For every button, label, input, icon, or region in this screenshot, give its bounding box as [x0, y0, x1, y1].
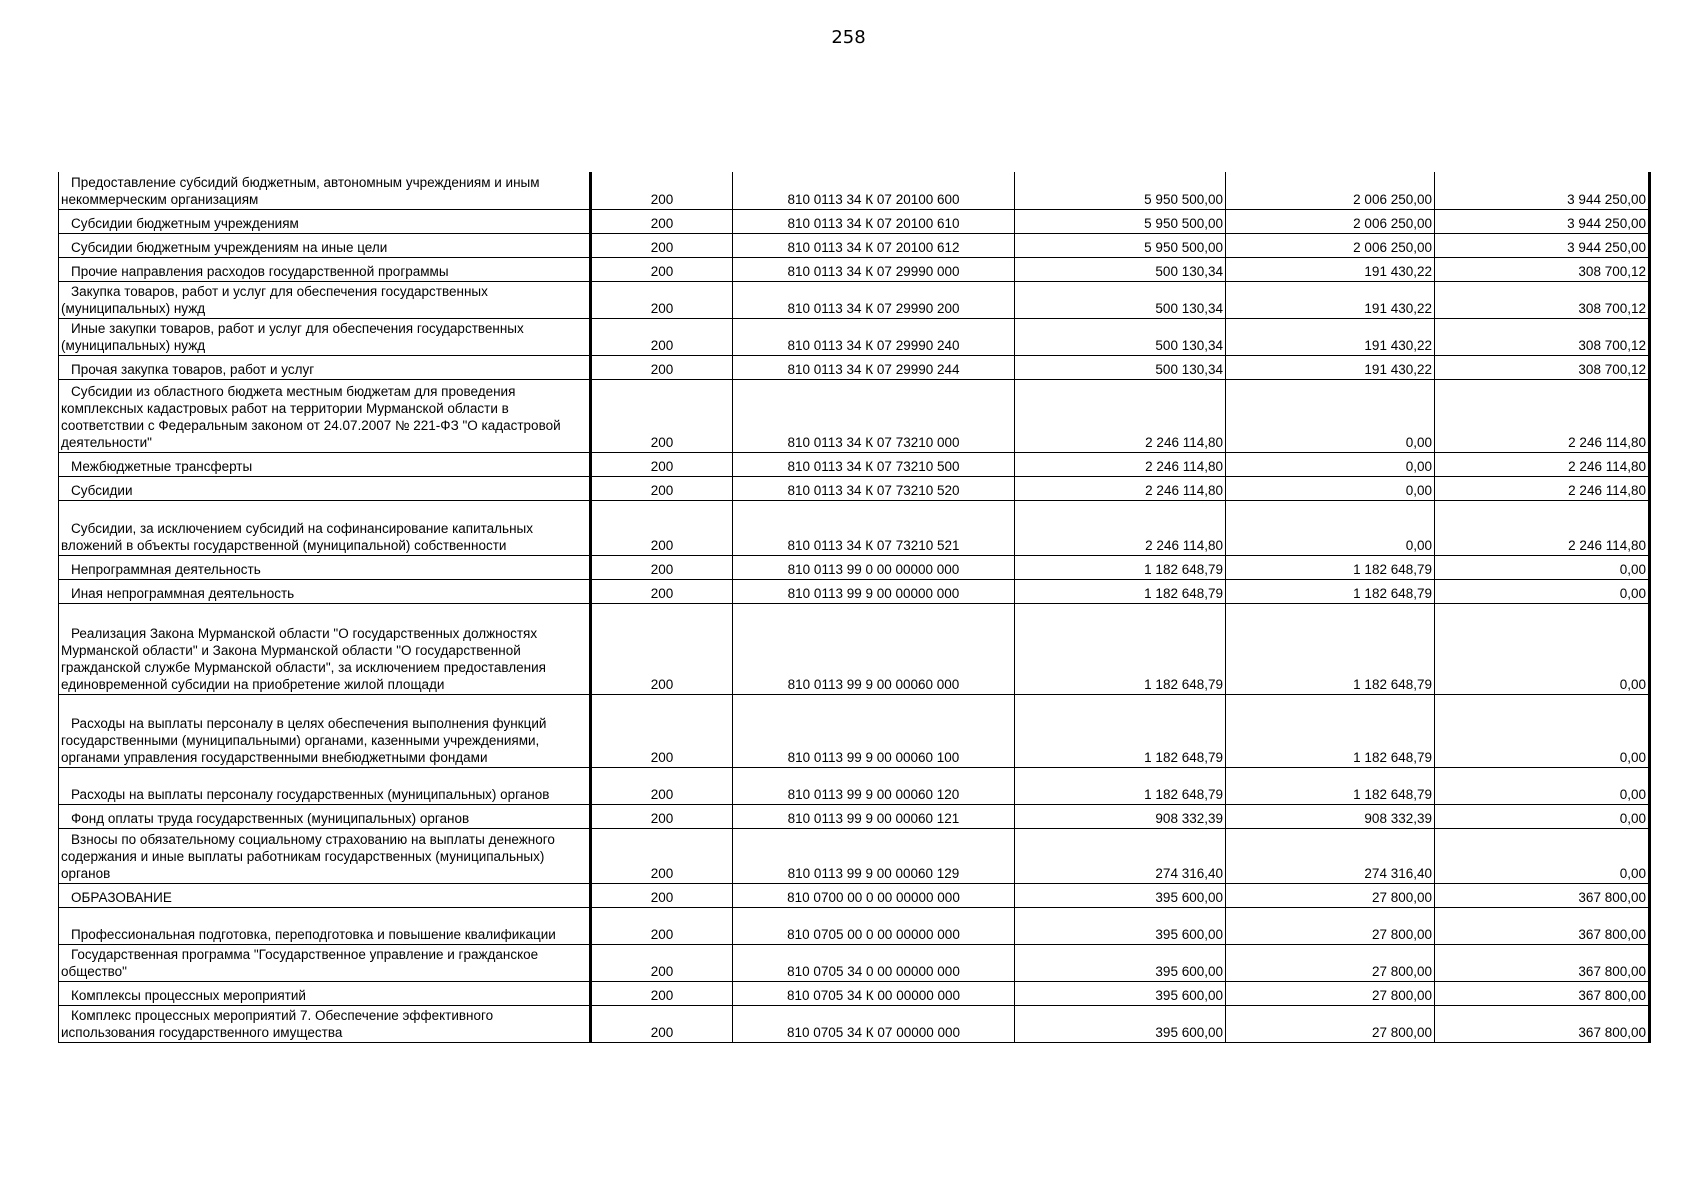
approved-amount-cell: 1 182 648,79	[1015, 767, 1226, 804]
executed-amount-cell: 274 316,40	[1226, 828, 1435, 883]
executed-amount-cell: 27 800,00	[1226, 1005, 1435, 1042]
approved-amount-cell: 2 246 114,80	[1015, 476, 1226, 500]
expense-name-text: ОБРАЗОВАНИЕ	[71, 889, 172, 905]
executed-amount-cell: 908 332,39	[1226, 804, 1435, 828]
executed-amount-cell: 27 800,00	[1226, 907, 1435, 944]
budget-classification-code-cell: 810 0113 99 9 00 00060 000	[733, 603, 1015, 694]
line-code-cell: 200	[591, 828, 733, 883]
unexecuted-amount-cell: 367 800,00	[1435, 981, 1650, 1005]
expense-name-text: Комплексы процессных мероприятий	[71, 987, 306, 1003]
expense-name-text: Субсидии бюджетным учреждениям на иные цели	[71, 239, 388, 255]
budget-classification-code-cell: 810 0113 34 К 07 73210 500	[733, 452, 1015, 476]
expense-name-cell	[59, 907, 591, 944]
approved-amount-cell: 1 182 648,79	[1015, 555, 1226, 579]
budget-classification-code-cell: 810 0700 00 0 00 00000 000	[733, 883, 1015, 907]
unexecuted-amount-cell: 2 246 114,80	[1435, 452, 1650, 476]
budget-classification-code-cell: 810 0705 00 0 00 00000 000	[733, 907, 1015, 944]
executed-amount-cell: 1 182 648,79	[1226, 555, 1435, 579]
budget-classification-code-cell: 810 0113 99 9 00 00060 120	[733, 767, 1015, 804]
approved-amount-cell: 395 600,00	[1015, 944, 1226, 981]
expense-name-text: Субсидии бюджетным учреждениям	[71, 215, 299, 231]
executed-amount-cell: 2 006 250,00	[1226, 233, 1435, 257]
unexecuted-amount-cell: 0,00	[1435, 804, 1650, 828]
unexecuted-amount-cell: 0,00	[1435, 555, 1650, 579]
unexecuted-amount-cell: 308 700,12	[1435, 281, 1650, 318]
table-row	[59, 907, 1650, 944]
line-code-cell: 200	[591, 257, 733, 281]
table-row	[59, 318, 1650, 355]
unexecuted-amount-cell: 3 944 250,00	[1435, 209, 1650, 233]
expense-name-cell	[59, 767, 591, 804]
expense-name-text: Субсидии	[71, 482, 133, 498]
budget-classification-code-cell: 810 0113 99 0 00 00000 000	[733, 555, 1015, 579]
executed-amount-cell: 27 800,00	[1226, 883, 1435, 907]
budget-classification-code-cell: 810 0113 99 9 00 00060 121	[733, 804, 1015, 828]
expense-name-cell	[59, 828, 591, 883]
line-code-cell: 200	[591, 907, 733, 944]
table-row	[59, 694, 1650, 767]
budget-classification-code-cell: 810 0113 34 К 07 29990 240	[733, 318, 1015, 355]
expense-name-cell	[59, 209, 591, 233]
unexecuted-amount-cell: 0,00	[1435, 828, 1650, 883]
approved-amount-cell: 395 600,00	[1015, 1005, 1226, 1042]
unexecuted-amount-cell: 0,00	[1435, 579, 1650, 603]
expense-name-cell	[59, 500, 591, 555]
line-code-cell: 200	[591, 318, 733, 355]
unexecuted-amount-cell: 308 700,12	[1435, 257, 1650, 281]
line-code-cell: 200	[591, 209, 733, 233]
table-row	[59, 209, 1650, 233]
expense-name-cell	[59, 233, 591, 257]
expense-name-text: Реализация Закона Мурманской области "О государственных должностях Мурманской области" и Закона Мурманской области "О государственной гражданской службе Мурманской области", за исключением предоставления единовременной субсидии на приобретение жилой площади	[61, 625, 546, 692]
unexecuted-amount-cell: 308 700,12	[1435, 318, 1650, 355]
budget-classification-code-cell: 810 0113 34 К 07 73210 521	[733, 500, 1015, 555]
approved-amount-cell: 2 246 114,80	[1015, 500, 1226, 555]
expense-name-cell	[59, 944, 591, 981]
expense-name-cell	[59, 379, 591, 452]
line-code-cell: 200	[591, 355, 733, 379]
expense-name-text: Расходы на выплаты персоналу государственных (муниципальных) органов	[71, 786, 550, 802]
budget-classification-code-cell: 810 0705 34 К 00 00000 000	[733, 981, 1015, 1005]
table-body	[59, 172, 1650, 1042]
expense-name-text: Субсидии из областного бюджета местным бюджетам для проведения комплексных кадастровых работ на территории Мурманской области в соответствии с Федеральным законом от 24.07.2007 № 221-ФЗ "О кадастровой деятельности"	[61, 383, 561, 450]
expense-name-text: Иная непрограммная деятельность	[71, 585, 295, 601]
budget-classification-code-cell: 810 0113 99 9 00 00060 129	[733, 828, 1015, 883]
expense-name-cell	[59, 579, 591, 603]
unexecuted-amount-cell: 367 800,00	[1435, 944, 1650, 981]
table-row	[59, 555, 1650, 579]
table-row	[59, 355, 1650, 379]
expense-name-cell	[59, 281, 591, 318]
expense-name-cell	[59, 603, 591, 694]
table-row	[59, 804, 1650, 828]
unexecuted-amount-cell: 2 246 114,80	[1435, 500, 1650, 555]
expense-name-cell	[59, 883, 591, 907]
table-row	[59, 944, 1650, 981]
line-code-cell: 200	[591, 981, 733, 1005]
budget-classification-code-cell: 810 0113 34 К 07 29990 200	[733, 281, 1015, 318]
expense-name-text: Непрограммная деятельность	[71, 561, 261, 577]
unexecuted-amount-cell: 308 700,12	[1435, 355, 1650, 379]
table-row	[59, 476, 1650, 500]
expense-name-text: Межбюджетные трансферты	[71, 458, 253, 474]
unexecuted-amount-cell: 367 800,00	[1435, 883, 1650, 907]
unexecuted-amount-cell: 0,00	[1435, 603, 1650, 694]
approved-amount-cell: 1 182 648,79	[1015, 579, 1226, 603]
expense-name-cell	[59, 257, 591, 281]
budget-classification-code-cell: 810 0113 34 К 07 20100 610	[733, 209, 1015, 233]
executed-amount-cell: 0,00	[1226, 452, 1435, 476]
table-row	[59, 281, 1650, 318]
approved-amount-cell: 1 182 648,79	[1015, 694, 1226, 767]
table-row	[59, 500, 1650, 555]
budget-classification-code-cell: 810 0113 34 К 07 73210 000	[733, 379, 1015, 452]
line-code-cell: 200	[591, 804, 733, 828]
unexecuted-amount-cell: 0,00	[1435, 694, 1650, 767]
line-code-cell: 200	[591, 694, 733, 767]
budget-classification-code-cell: 810 0113 99 9 00 00060 100	[733, 694, 1015, 767]
executed-amount-cell: 191 430,22	[1226, 318, 1435, 355]
approved-amount-cell: 2 246 114,80	[1015, 452, 1226, 476]
expense-name-cell	[59, 318, 591, 355]
expense-name-text: Государственная программа "Государственное управление и гражданское общество"	[61, 946, 539, 979]
expense-name-cell	[59, 804, 591, 828]
executed-amount-cell: 1 182 648,79	[1226, 767, 1435, 804]
expense-name-text: Иные закупки товаров, работ и услуг для обеспечения государственных (муниципальных) нужд	[61, 320, 524, 353]
expense-name-text: Предоставление субсидий бюджетным, автономным учреждениям и иным некоммерческим организациям	[61, 174, 540, 207]
executed-amount-cell: 191 430,22	[1226, 355, 1435, 379]
budget-classification-code-cell: 810 0113 34 К 07 20100 612	[733, 233, 1015, 257]
unexecuted-amount-cell: 3 944 250,00	[1435, 172, 1650, 209]
executed-amount-cell: 2 006 250,00	[1226, 209, 1435, 233]
table-row	[59, 452, 1650, 476]
line-code-cell: 200	[591, 767, 733, 804]
executed-amount-cell: 1 182 648,79	[1226, 694, 1435, 767]
line-code-cell: 200	[591, 379, 733, 452]
unexecuted-amount-cell: 0,00	[1435, 767, 1650, 804]
table-row	[59, 828, 1650, 883]
unexecuted-amount-cell: 367 800,00	[1435, 1005, 1650, 1042]
expense-name-cell	[59, 172, 591, 209]
approved-amount-cell: 500 130,34	[1015, 257, 1226, 281]
line-code-cell: 200	[591, 555, 733, 579]
budget-execution-table	[58, 172, 1651, 1043]
expense-name-text: Закупка товаров, работ и услуг для обеспечения государственных (муниципальных) нужд	[61, 283, 488, 316]
approved-amount-cell: 5 950 500,00	[1015, 209, 1226, 233]
expense-name-text: Комплекс процессных мероприятий 7. Обеспечение эффективного использования государственного имущества	[61, 1007, 494, 1040]
line-code-cell: 200	[591, 233, 733, 257]
table-row	[59, 883, 1650, 907]
table-row	[59, 379, 1650, 452]
expense-name-cell	[59, 476, 591, 500]
table-row	[59, 1005, 1650, 1042]
expense-name-cell	[59, 355, 591, 379]
approved-amount-cell: 500 130,34	[1015, 281, 1226, 318]
approved-amount-cell: 5 950 500,00	[1015, 172, 1226, 209]
expense-name-text: Профессиональная подготовка, переподготовка и повышение квалификации	[71, 926, 556, 942]
executed-amount-cell: 27 800,00	[1226, 981, 1435, 1005]
approved-amount-cell: 500 130,34	[1015, 318, 1226, 355]
table-row	[59, 257, 1650, 281]
budget-classification-code-cell: 810 0113 34 К 07 29990 244	[733, 355, 1015, 379]
approved-amount-cell: 395 600,00	[1015, 883, 1226, 907]
unexecuted-amount-cell: 367 800,00	[1435, 907, 1650, 944]
line-code-cell: 200	[591, 883, 733, 907]
table-row	[59, 981, 1650, 1005]
line-code-cell: 200	[591, 281, 733, 318]
line-code-cell: 200	[591, 500, 733, 555]
line-code-cell: 200	[591, 1005, 733, 1042]
table-row	[59, 579, 1650, 603]
executed-amount-cell: 1 182 648,79	[1226, 579, 1435, 603]
budget-classification-code-cell: 810 0113 34 К 07 73210 520	[733, 476, 1015, 500]
budget-classification-code-cell: 810 0705 34 0 00 00000 000	[733, 944, 1015, 981]
line-code-cell: 200	[591, 579, 733, 603]
budget-classification-code-cell: 810 0113 34 К 07 20100 600	[733, 172, 1015, 209]
approved-amount-cell: 395 600,00	[1015, 907, 1226, 944]
unexecuted-amount-cell: 3 944 250,00	[1435, 233, 1650, 257]
approved-amount-cell: 395 600,00	[1015, 981, 1226, 1005]
expense-name-text: Взносы по обязательному социальному страхованию на выплаты денежного содержания и иные выплаты работникам государственных (муниципальных) органов	[61, 831, 555, 881]
expense-name-text: Прочие направления расходов государственной программы	[71, 263, 449, 279]
expense-name-cell	[59, 981, 591, 1005]
expense-name-text: Фонд оплаты труда государственных (муниципальных) органов	[71, 810, 470, 826]
executed-amount-cell: 0,00	[1226, 500, 1435, 555]
line-code-cell: 200	[591, 603, 733, 694]
approved-amount-cell: 908 332,39	[1015, 804, 1226, 828]
budget-classification-code-cell: 810 0113 34 К 07 29990 000	[733, 257, 1015, 281]
unexecuted-amount-cell: 2 246 114,80	[1435, 476, 1650, 500]
approved-amount-cell: 1 182 648,79	[1015, 603, 1226, 694]
table-row	[59, 233, 1650, 257]
line-code-cell: 200	[591, 172, 733, 209]
approved-amount-cell: 2 246 114,80	[1015, 379, 1226, 452]
page-number: 258	[831, 27, 866, 48]
expense-name-cell	[59, 1005, 591, 1042]
executed-amount-cell: 191 430,22	[1226, 257, 1435, 281]
expense-name-text: Прочая закупка товаров, работ и услуг	[71, 361, 315, 377]
expense-name-text: Расходы на выплаты персоналу в целях обеспечения выполнения функций государственными (муниципальными) органами, казенными учреждениями, органами управления государственными внебюджетными фондами	[61, 715, 547, 765]
approved-amount-cell: 500 130,34	[1015, 355, 1226, 379]
expense-name-cell	[59, 694, 591, 767]
approved-amount-cell: 274 316,40	[1015, 828, 1226, 883]
expense-name-text: Субсидии, за исключением субсидий на софинансирование капитальных вложений в объекты государственной (муниципальной) собственности	[61, 520, 533, 553]
expense-name-cell	[59, 555, 591, 579]
executed-amount-cell: 1 182 648,79	[1226, 603, 1435, 694]
executed-amount-cell: 27 800,00	[1226, 944, 1435, 981]
table-row	[59, 767, 1650, 804]
line-code-cell: 200	[591, 452, 733, 476]
budget-classification-code-cell: 810 0113 99 9 00 00000 000	[733, 579, 1015, 603]
unexecuted-amount-cell: 2 246 114,80	[1435, 379, 1650, 452]
executed-amount-cell: 191 430,22	[1226, 281, 1435, 318]
table-row	[59, 603, 1650, 694]
budget-classification-code-cell: 810 0705 34 К 07 00000 000	[733, 1005, 1015, 1042]
line-code-cell: 200	[591, 476, 733, 500]
table-row	[59, 172, 1650, 209]
executed-amount-cell: 0,00	[1226, 476, 1435, 500]
executed-amount-cell: 2 006 250,00	[1226, 172, 1435, 209]
executed-amount-cell: 0,00	[1226, 379, 1435, 452]
expense-name-cell	[59, 452, 591, 476]
approved-amount-cell: 5 950 500,00	[1015, 233, 1226, 257]
line-code-cell: 200	[591, 944, 733, 981]
